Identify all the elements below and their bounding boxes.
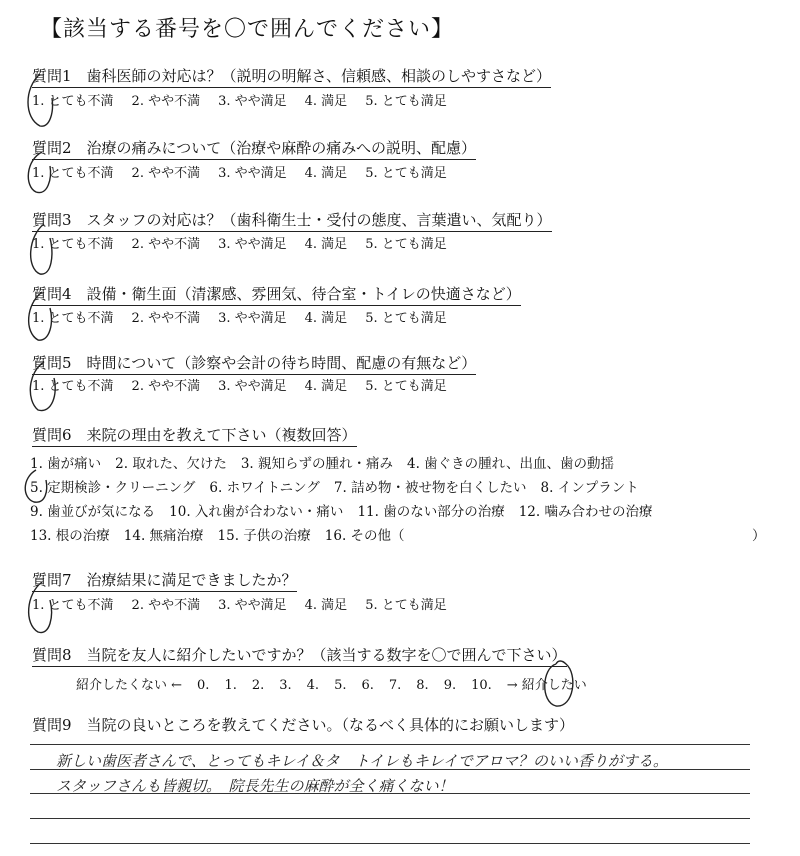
answer-line-4 (30, 818, 750, 819)
q8-num-4[interactable]: 4. (306, 678, 320, 693)
q6-reason-7[interactable]: 7. 詰め物・被せ物を白くしたい (333, 480, 527, 496)
question-4-label: 質問4 設備・衛生面（清潔感、雰囲気、待合室・トイレの快適さなど） (32, 284, 521, 306)
q5-option-5[interactable]: 5. とても満足 (365, 379, 447, 394)
q8-right-label: → 紹介したい (506, 678, 587, 693)
question-3-options (32, 236, 465, 254)
q6-other-close-paren: ） (752, 528, 766, 544)
q3-option-4[interactable]: 4. 満足 (304, 237, 348, 252)
answer-line-5 (30, 843, 750, 844)
q6-reason-15[interactable]: 15. 子供の治療 (217, 528, 311, 544)
q6-reason-4[interactable]: 4. 歯ぐきの腫れ、出血、歯の動揺 (407, 456, 614, 472)
q6-reason-13[interactable]: 13. 根の治療 (30, 528, 110, 544)
q6-reason-16[interactable]: 16. その他（ (324, 528, 405, 544)
q8-num-7[interactable]: 7. (388, 678, 402, 693)
q6-reason-12[interactable]: 12. 噛み合わせの治療 (518, 504, 653, 520)
q8-scale (76, 674, 602, 693)
q6-reason-9[interactable]: 9. 歯並びが気になる (30, 504, 156, 520)
q2-option-4[interactable]: 4. 満足 (304, 166, 348, 181)
q8-num-1[interactable]: 1. (224, 678, 237, 693)
q2-option-3[interactable]: 3. やや満足 (218, 166, 287, 181)
q7-option-2[interactable]: 2. やや不満 (131, 598, 201, 613)
q6-reasons-row-4 (30, 527, 419, 545)
page-title: 【該当する番号を〇で囲んでください】 (40, 17, 455, 42)
question-7-options (32, 597, 465, 615)
q6-reason-14[interactable]: 14. 無痛治療 (123, 528, 204, 544)
q7-option-3[interactable]: 3. やや満足 (218, 598, 287, 613)
q4-option-1[interactable]: 1. とても不満 (32, 311, 114, 326)
q3-option-2[interactable]: 2. やや不満 (131, 237, 201, 252)
q4-option-4[interactable]: 4. 満足 (304, 311, 348, 326)
q3-option-3[interactable]: 3. やや満足 (218, 237, 287, 252)
q6-reason-2[interactable]: 2. 取れた、欠けた (115, 456, 227, 472)
q8-num-6[interactable]: 6. (361, 678, 374, 693)
q6-reasons-row-1 (30, 455, 628, 473)
handwritten-answer-line-2[interactable]: スタッフさんも皆親切。 院長先生の麻酔が全く痛くない！ (56, 777, 454, 795)
question-7-label: 質問7 治療結果に満足できましたか？ (32, 570, 297, 592)
q6-reason-10[interactable]: 10. 入れ歯が合わない・痛い (169, 504, 344, 520)
q2-option-5[interactable]: 5. とても満足 (365, 166, 447, 181)
q4-option-3[interactable]: 3. やや満足 (218, 311, 287, 326)
q7-option-1[interactable]: 1. とても不満 (32, 598, 114, 613)
q3-option-1[interactable]: 1. とても不満 (32, 237, 114, 252)
handwritten-answer-line-1[interactable]: 新しい歯医者さんで、とってもキレイ＆タ トイレもキレイでアロマ？のいい香りがする。 (56, 752, 668, 770)
q5-option-1[interactable]: 1. とても不満 (32, 379, 114, 394)
question-8-label: 質問8 当院を友人に紹介したいですか？（該当する数字を〇で囲んで下さい） (32, 645, 567, 667)
q8-num-9[interactable]: 9. (443, 678, 457, 693)
q2-option-1[interactable]: 1. とても不満 (32, 166, 114, 181)
q6-reasons-row-2 (30, 479, 653, 497)
q6-reasons-row-3 (30, 503, 666, 521)
q6-reason-3[interactable]: 3. 親知らずの腫れ・痛み (240, 456, 394, 472)
q1-option-4[interactable]: 4. 満足 (304, 94, 348, 109)
q5-option-4[interactable]: 4. 満足 (304, 379, 348, 394)
q1-option-5[interactable]: 5. とても満足 (365, 94, 447, 109)
question-1-label: 質問1 歯科医師の対応は？（説明の明解さ、信頼感、相談のしやすさなど） (32, 66, 551, 88)
q1-option-1[interactable]: 1. とても不満 (32, 94, 114, 109)
q7-option-5[interactable]: 5. とても満足 (365, 598, 447, 613)
question-6-label: 質問6 来院の理由を教えて下さい（複数回答） (32, 425, 357, 447)
q8-num-3[interactable]: 3. (279, 678, 292, 693)
answer-line-1 (30, 744, 750, 745)
q2-option-2[interactable]: 2. やや不満 (131, 166, 201, 181)
q1-option-3[interactable]: 3. やや満足 (218, 94, 287, 109)
question-1-options (32, 93, 465, 111)
question-9-label: 質問9 当院の良いところを教えてください。（なるべく具体的にお願いします） (32, 716, 575, 734)
q5-option-3[interactable]: 3. やや満足 (218, 379, 287, 394)
q8-num-10[interactable]: 10. (471, 678, 492, 693)
q1-option-2[interactable]: 2. やや不満 (131, 94, 201, 109)
question-3-label: 質問3 スタッフの対応は？（歯科衛生士・受付の態度、言葉遣い、気配り） (32, 210, 552, 232)
q8-num-8[interactable]: 8. (416, 678, 429, 693)
q5-option-2[interactable]: 2. やや不満 (131, 379, 201, 394)
q6-reason-6[interactable]: 6. ホワイトニング (209, 480, 320, 496)
question-4-options (32, 310, 465, 328)
q7-option-4[interactable]: 4. 満足 (304, 598, 348, 613)
question-5-label: 質問5 時間について（診察や会計の待ち時間、配慮の有無など） (32, 353, 476, 375)
question-5-options (32, 378, 465, 396)
q6-reason-8[interactable]: 8. インプラント (540, 480, 639, 496)
q8-num-0[interactable]: 0. (197, 678, 210, 693)
q8-num-2[interactable]: 2. (251, 678, 265, 693)
question-2-options (32, 165, 465, 183)
q8-left-label: 紹介したくない ← (76, 678, 183, 693)
q4-option-5[interactable]: 5. とても満足 (365, 311, 447, 326)
question-2-label: 質問2 治療の痛みについて（治療や麻酔の痛みへの説明、配慮） (32, 138, 476, 160)
q8-num-5[interactable]: 5. (334, 678, 347, 693)
q6-reason-5[interactable]: 5. 定期検診・クリーニング (30, 480, 196, 496)
q6-reason-1[interactable]: 1. 歯が痛い (30, 456, 102, 472)
q3-option-5[interactable]: 5. とても満足 (365, 237, 447, 252)
q4-option-2[interactable]: 2. やや不満 (131, 311, 201, 326)
q6-reason-11[interactable]: 11. 歯のない部分の治療 (357, 504, 505, 520)
